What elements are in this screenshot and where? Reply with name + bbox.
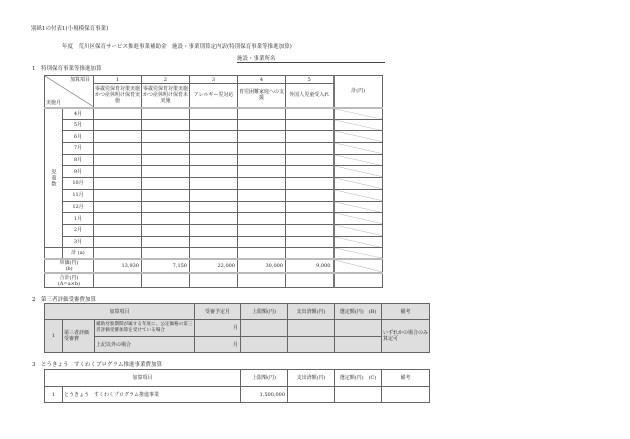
count-cell[interactable] <box>286 178 334 190</box>
count-cell[interactable] <box>238 236 286 248</box>
count-cell[interactable] <box>190 236 238 248</box>
count-cell[interactable] <box>142 166 190 178</box>
count-cell[interactable] <box>190 224 238 236</box>
count-cell[interactable] <box>286 143 334 155</box>
count-cell[interactable] <box>286 201 334 213</box>
month-label: 5月 <box>63 119 94 131</box>
grand-total-cell[interactable] <box>142 273 190 287</box>
count-cell[interactable] <box>94 224 142 236</box>
col-name: アレルギー児対応 <box>190 84 238 108</box>
month-label: 3月 <box>63 236 94 248</box>
corner-cell <box>45 76 94 108</box>
month-row <box>45 143 383 155</box>
count-cell[interactable] <box>94 108 142 120</box>
month-row <box>45 213 383 225</box>
count-cell[interactable] <box>286 248 334 260</box>
total-header: 計(円) <box>334 76 383 108</box>
month-field[interactable]: 月 <box>195 320 241 337</box>
col-number: 4 <box>238 76 286 84</box>
count-cell[interactable] <box>238 119 286 131</box>
count-cell[interactable] <box>286 213 334 225</box>
count-cell[interactable] <box>142 236 190 248</box>
count-cell[interactable] <box>142 248 190 260</box>
section1-heading: 1 特別保育事業等推進加算 <box>32 66 102 72</box>
col-number: 1 <box>94 76 142 84</box>
month-label: 4月 <box>63 108 94 120</box>
special-childcare-table <box>44 75 383 288</box>
col-name: 育児困難家庭への支援 <box>238 84 286 108</box>
count-cell[interactable] <box>238 143 286 155</box>
count-cell[interactable] <box>286 189 334 201</box>
total-cell-na <box>334 178 383 190</box>
total-cell-na <box>334 189 383 201</box>
total-cell-na <box>334 154 383 166</box>
month-label: 7月 <box>63 143 94 155</box>
count-cell[interactable] <box>94 119 142 131</box>
count-cell[interactable] <box>142 143 190 155</box>
month-row <box>45 119 383 131</box>
count-cell[interactable] <box>286 131 334 143</box>
count-cell[interactable] <box>238 178 286 190</box>
count-cell[interactable] <box>238 108 286 120</box>
count-cell[interactable] <box>142 213 190 225</box>
section2-heading: 2 第三者評価受審費加算 <box>32 297 97 303</box>
sukuwaku-program-table <box>44 369 430 403</box>
spent-field[interactable] <box>288 337 335 353</box>
count-cell[interactable] <box>286 166 334 178</box>
count-cell[interactable] <box>286 108 334 120</box>
unit-price: 9,000 <box>286 259 334 273</box>
count-cell[interactable] <box>94 189 142 201</box>
month-label: 10月 <box>63 178 94 190</box>
total-cell-na <box>334 143 383 155</box>
side-label: 児童数 <box>45 108 63 248</box>
header-spent: 支出済額(円) <box>288 304 335 320</box>
header-selected: 選定額(円) (C) <box>335 370 382 387</box>
count-cell[interactable] <box>238 224 286 236</box>
header-item: 加算項目 <box>45 370 241 387</box>
corner-bottom-label: 実施月 <box>46 99 62 106</box>
count-cell[interactable] <box>190 119 238 131</box>
row-number: 1 <box>45 387 63 403</box>
sum-row <box>45 248 383 260</box>
count-cell[interactable] <box>238 131 286 143</box>
count-cell[interactable] <box>238 189 286 201</box>
month-row <box>45 189 383 201</box>
col-number: 2 <box>142 76 190 84</box>
col-number: 5 <box>286 76 334 84</box>
case-text: 上記以外の場合 <box>95 337 195 353</box>
count-cell[interactable] <box>94 178 142 190</box>
col-number: 3 <box>190 76 238 84</box>
row-label: とうきょう すくわくプログラム推進事業 <box>63 387 241 403</box>
total-cell-na <box>334 119 383 131</box>
col-name: 零歳児保育対策実施かつ産休明け保育未実施 <box>142 84 190 108</box>
count-cell[interactable] <box>94 201 142 213</box>
count-cell[interactable] <box>94 154 142 166</box>
grand-total-cell[interactable] <box>94 273 142 287</box>
col-name: 外国人児童受入れ <box>286 84 334 108</box>
facility-name-field[interactable] <box>237 54 385 63</box>
header-note: 備考 <box>382 370 430 387</box>
count-cell[interactable] <box>286 119 334 131</box>
count-cell[interactable] <box>94 213 142 225</box>
unit-price: 7,150 <box>142 259 190 273</box>
section3-heading: 3 とうきょう すくわくプログラム推進事業費加算 <box>32 362 162 368</box>
total-cell-na <box>334 108 383 120</box>
count-cell[interactable] <box>190 143 238 155</box>
count-cell[interactable] <box>142 108 190 120</box>
grand-total-cell[interactable] <box>286 273 334 287</box>
unit-price: 22,000 <box>190 259 238 273</box>
month-label: 2月 <box>63 224 94 236</box>
header-limit: 上限額(円) <box>241 304 288 320</box>
limit-value: 1,500,000 <box>241 387 288 403</box>
count-cell[interactable] <box>94 248 142 260</box>
count-cell[interactable] <box>190 131 238 143</box>
selected-field[interactable] <box>335 337 382 353</box>
count-cell[interactable] <box>142 131 190 143</box>
month-label: 11月 <box>63 189 94 201</box>
month-label: 8月 <box>63 154 94 166</box>
month-label: 12月 <box>63 201 94 213</box>
count-cell[interactable] <box>142 201 190 213</box>
count-cell[interactable] <box>142 189 190 201</box>
month-row <box>45 201 383 213</box>
count-cell[interactable] <box>238 213 286 225</box>
limit-cell <box>241 337 288 353</box>
document-title: 年度 荒川区保育サービス推進事業補助金 施設・事業別算定内訳(特別保育事業等推進加算) <box>62 44 292 50</box>
total-cell-na <box>334 259 383 273</box>
count-cell[interactable] <box>190 248 238 260</box>
grand-total-cell[interactable] <box>238 273 286 287</box>
count-cell[interactable] <box>142 154 190 166</box>
count-cell[interactable] <box>94 166 142 178</box>
count-cell[interactable] <box>190 154 238 166</box>
total-cell-na <box>334 224 383 236</box>
count-cell[interactable] <box>94 236 142 248</box>
count-cell[interactable] <box>94 131 142 143</box>
count-cell[interactable] <box>190 213 238 225</box>
side-blank <box>45 248 63 260</box>
total-cell-na <box>334 201 383 213</box>
limit-cell <box>241 320 288 337</box>
total-cell-na <box>334 131 383 143</box>
unit-price: 13,930 <box>94 259 142 273</box>
header-item: 加算項目 <box>45 304 195 320</box>
count-cell[interactable] <box>190 189 238 201</box>
header-selected: 選定額(円) (B) <box>335 304 382 320</box>
header-month: 受審予定月 <box>195 304 241 320</box>
month-label: 9月 <box>63 166 94 178</box>
month-label: 1月 <box>63 213 94 225</box>
selected-field[interactable] <box>335 320 382 337</box>
spent-field[interactable] <box>288 387 335 403</box>
month-label: 6月 <box>63 131 94 143</box>
header-spent: 支出済額(円) <box>288 370 335 387</box>
total-cell-na <box>334 213 383 225</box>
grand-total-label: 合計(円) (A=a×b) <box>45 273 94 287</box>
total-cell-na <box>334 236 383 248</box>
unit-price-label: 単価(円) (b) <box>45 259 94 273</box>
count-cell[interactable] <box>238 154 286 166</box>
month-row <box>45 224 383 236</box>
unit-price: 30,000 <box>238 259 286 273</box>
count-cell[interactable] <box>190 201 238 213</box>
count-cell[interactable] <box>94 143 142 155</box>
month-row <box>45 154 383 166</box>
row-label: 第三者評価受審費 <box>63 320 95 353</box>
total-cell-na <box>334 166 383 178</box>
total-cell-na <box>334 248 383 260</box>
corner-top-label: 加算項目 <box>69 77 90 83</box>
count-cell[interactable] <box>238 166 286 178</box>
month-row <box>45 178 383 190</box>
month-field[interactable]: 月 <box>195 337 241 353</box>
count-cell[interactable] <box>190 108 238 120</box>
grand-total-cell[interactable] <box>190 273 238 287</box>
count-cell[interactable] <box>286 224 334 236</box>
grand-total-sum[interactable] <box>334 273 383 287</box>
count-cell[interactable] <box>190 178 238 190</box>
count-cell[interactable] <box>142 119 190 131</box>
month-row <box>45 108 383 120</box>
month-row <box>45 131 383 143</box>
month-row <box>45 166 383 178</box>
attachment-label: 別紙1の付表1(小規模保育事業) <box>31 26 109 32</box>
header-note: 備考 <box>382 304 430 320</box>
count-cell[interactable] <box>238 201 286 213</box>
selected-field[interactable] <box>335 387 382 403</box>
count-cell[interactable] <box>142 224 190 236</box>
month-row <box>45 236 383 248</box>
col-name: 零歳児保育対策実施かつ産休明け保育実施 <box>94 84 142 108</box>
case-text: 補助対象期間が属する年度に、公定価格の第三者評価受審加算を受けている場合 <box>95 320 195 337</box>
count-cell[interactable] <box>286 236 334 248</box>
note-text: いずれかの場合のみ算定可 <box>382 320 430 353</box>
header-limit: 上限額(円) <box>241 370 288 387</box>
count-cell[interactable] <box>190 166 238 178</box>
note-cell <box>382 387 430 403</box>
facility-name-label: 施設・事業所名 <box>237 56 276 62</box>
row-number: 1 <box>45 320 63 353</box>
count-cell[interactable] <box>238 248 286 260</box>
count-cell[interactable] <box>286 154 334 166</box>
count-cell[interactable] <box>142 178 190 190</box>
sum-label: 計 (a) <box>63 248 94 260</box>
spent-field[interactable] <box>288 320 335 337</box>
third-party-eval-table <box>44 303 430 353</box>
